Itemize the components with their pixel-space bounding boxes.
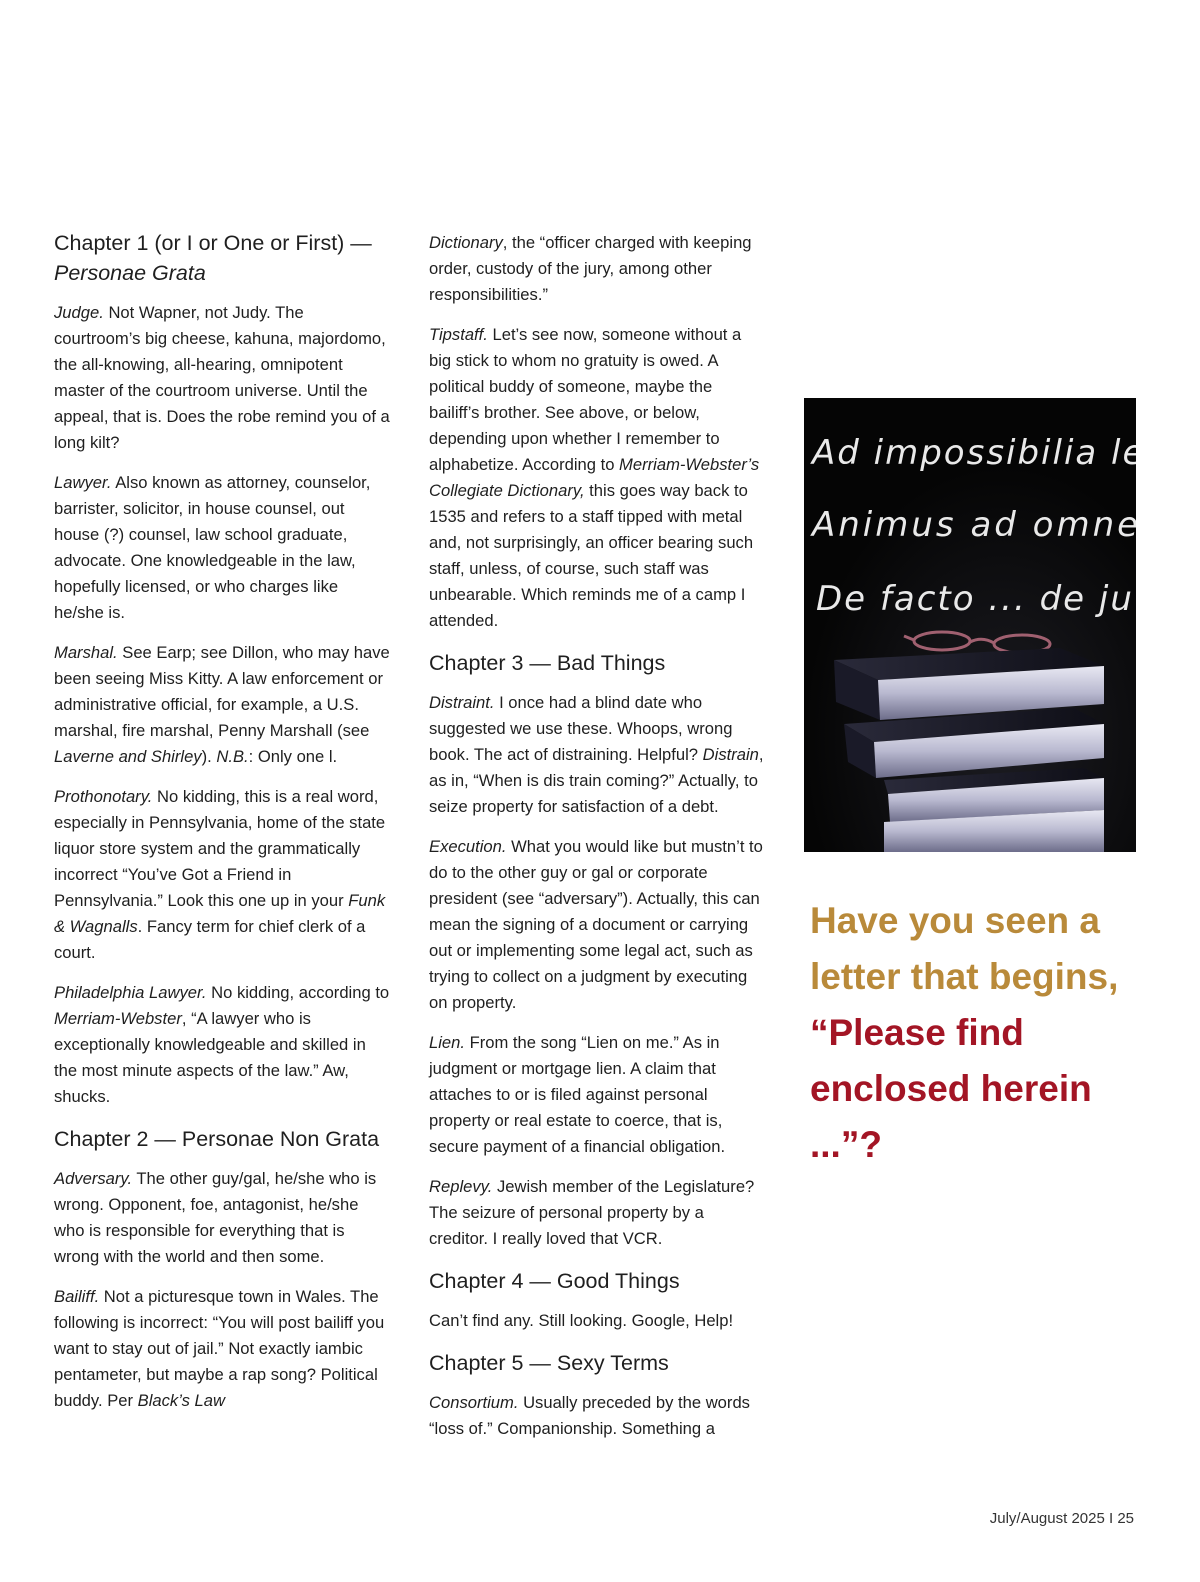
- definition-lawyer: Also known as attorney, counselor, barrister, solicitor, in house counsel, out house (?) counsel, law school graduate, advocate. One knowledgeable in the law, hopefully licensed, or who charges like he/she is.: [54, 473, 371, 622]
- chalkboard-books-photo: [804, 398, 1136, 852]
- chapter-5-heading: Chapter 5 — Sexy Terms: [429, 1351, 669, 1375]
- term-adversary: Adversary.: [54, 1169, 133, 1188]
- page-footer: July/August 2025 I 25: [989, 1510, 1134, 1527]
- definition-marshal: See Earp; see Dillon, who may have been seeing Miss Kitty. A law enforcement or administrative official, for example, a U.S. marshal, fire marshal, Penny Marshall (see: [54, 643, 390, 740]
- distrain-term: Distrain: [702, 745, 759, 764]
- tipstaff-reference: Merriam-Webster’s Collegiate Dictionary,: [429, 455, 760, 500]
- term-consortium: Consortium.: [429, 1393, 519, 1412]
- entry-consortium: [429, 1390, 765, 1442]
- tipstaff-text-b: this goes way back to 1535 and refers to a staff tipped with metal and, not surprisingly, an officer bearing such staff, unless, of course, such staff was unbearable. Which reminds me of a camp I attended.: [429, 481, 754, 630]
- entry-tipstaff: [429, 322, 765, 634]
- marshal-text-c: : Only one l.: [248, 747, 338, 766]
- definition-adversary: The other guy/gal, he/she who is wrong. Opponent, foe, antagonist, he/she who is responsible for everything that is wrong with the world and then some.: [54, 1169, 377, 1266]
- photo-illustration: [804, 398, 1136, 852]
- chalk-line-1: Ad impossibilia lex: [812, 433, 1136, 473]
- definition-consortium: Usually preceded by the words “loss of.” Companionship. Something a: [429, 1393, 750, 1438]
- entry-philadelphia-lawyer: [54, 980, 390, 1110]
- marshal-nb: N.B.: [216, 747, 249, 766]
- chapter-1-subtitle: Personae Grata: [54, 261, 206, 285]
- definition-bailiff-continued: , the “officer charged with keeping order, custody of the jury, among other responsibilities.”: [429, 233, 752, 304]
- term-philadelphia-lawyer: Philadelphia Lawyer.: [54, 983, 207, 1002]
- prothonotary-text-b: . Fancy term for chief clerk of a court.: [54, 917, 366, 962]
- term-execution: Execution.: [429, 837, 507, 856]
- term-replevy: Replevy.: [429, 1177, 493, 1196]
- term-lien: Lien.: [429, 1033, 465, 1052]
- term-bailiff: Bailiff.: [54, 1287, 100, 1306]
- chapter-4-heading: Chapter 4 — Good Things: [429, 1269, 680, 1293]
- entry-bailiff-continued: [429, 230, 765, 308]
- definition-judge: Not Wapner, not Judy. The courtroom’s big cheese, kahuna, majordomo, the all-knowing, all-hearing, omnipotent master of the courtroom universe. Until the appeal, that is. Does the robe remind you of a long kilt?: [54, 303, 390, 452]
- chalk-line-2: Animus ad omne: [812, 505, 1136, 545]
- definition-tipstaff: Let’s see now, someone without a big stick to whom no gratuity is owed. A political buddy of someone, maybe the bailiff’s brother. See above, or below, depending upon whether I remember to alphabetize. According to: [429, 325, 742, 474]
- chapter-1-title: Chapter 1 (or I or One or First) —: [54, 231, 372, 255]
- bailiff-reference: Black’s Law: [137, 1391, 225, 1410]
- entry-adversary: [54, 1166, 390, 1270]
- chapter-3-heading: Chapter 3 — Bad Things: [429, 651, 666, 675]
- article-column-2: [429, 230, 765, 1456]
- term-tipstaff: Tipstaff.: [429, 325, 488, 344]
- definition-bailiff: Not a picturesque town in Wales. The following is incorrect: “You will post bailiff you want to stay out of jail.” Not exactly iambic pentameter, but maybe a rap song? Political buddy. Per: [54, 1287, 385, 1410]
- definition-prothonotary: No kidding, this is a real word, especially in Pennsylvania, home of the state liquor store system and the grammatically incorrect “You’ve Got a Friend in Pennsylvania.” Look this one up in your: [54, 787, 386, 910]
- entry-execution: [429, 834, 765, 1016]
- pull-quote: [810, 893, 1150, 1173]
- distraint-text-b: , as in, “When is dis train coming?” Actually, to seize property for satisfaction of a debt.: [429, 745, 764, 816]
- dictionary-reference: Dictionary: [429, 233, 503, 252]
- pull-quote-gold-text: Have you seen a letter that begins,: [810, 900, 1119, 997]
- term-prothonotary: Prothonotary.: [54, 787, 153, 806]
- term-judge: Judge.: [54, 303, 104, 322]
- pull-quote-red-text: “Please find enclosed herein ...”?: [810, 1012, 1092, 1165]
- philadelphia-reference: Merriam-Webster: [54, 1009, 182, 1028]
- marshal-text-b: ).: [201, 747, 217, 766]
- definition-philadelphia-lawyer: No kidding, according to: [206, 983, 390, 1002]
- entry-replevy: [429, 1174, 765, 1252]
- definition-lien: From the song “Lien on me.” As in judgment or mortgage lien. A claim that attaches to or is filed against personal property or real estate to coerce, that is, secure payment of a financial obligation.: [429, 1033, 726, 1156]
- chalk-writing: [810, 433, 1136, 619]
- chalk-line-3: De facto ... de ju: [816, 579, 1134, 619]
- entry-judge: [54, 300, 390, 456]
- entry-marshal: [54, 640, 390, 770]
- chapter-1-heading: [54, 228, 390, 288]
- entry-bailiff: [54, 1284, 390, 1414]
- prothonotary-reference: Funk & Wagnalls: [54, 891, 386, 936]
- entry-lien: [429, 1030, 765, 1160]
- chapter-4-text: Can’t find any. Still looking. Google, Help!: [429, 1311, 734, 1330]
- term-marshal: Marshal.: [54, 643, 118, 662]
- definition-execution: What you would like but mustn’t to do to the other guy or gal or corporate president (see “adversary”). Actually, this can mean the signing of a document or carrying out or implementing some legal act, such as trying to collect on a judgment by executing on property.: [429, 837, 763, 1012]
- definition-replevy: Jewish member of the Legislature? The seizure of personal property by a creditor. I really loved that VCR.: [429, 1177, 755, 1248]
- entry-lawyer: [54, 470, 390, 626]
- entry-distraint: [429, 690, 765, 820]
- chapter-2-heading: Chapter 2 — Personae Non Grata: [54, 1127, 380, 1151]
- marshal-reference: Laverne and Shirley: [54, 747, 202, 766]
- term-lawyer: Lawyer.: [54, 473, 112, 492]
- term-distraint: Distraint.: [429, 693, 495, 712]
- philadelphia-text-b: , “A lawyer who is exceptionally knowledgeable and skilled in the most minute aspects of the law.” Aw, shucks.: [54, 1009, 366, 1106]
- definition-distraint: I once had a blind date who suggested we use these. Whoops, wrong book. The act of distraining. Helpful?: [429, 693, 733, 764]
- entry-prothonotary: [54, 784, 390, 966]
- article-column-1: [54, 228, 390, 1428]
